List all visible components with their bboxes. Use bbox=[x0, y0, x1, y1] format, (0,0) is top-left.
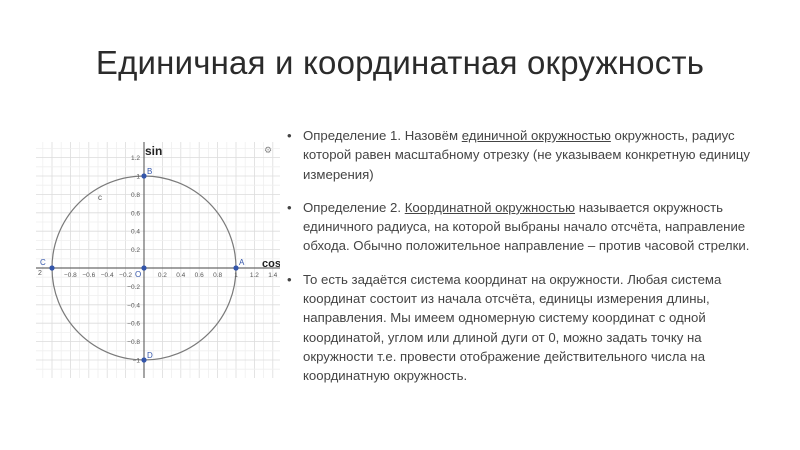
y-tick-label: 0.6 bbox=[130, 210, 140, 218]
point-d-marker bbox=[141, 357, 146, 362]
point-o-marker bbox=[141, 265, 146, 270]
bullet-2-text-start: Определение 2. bbox=[303, 199, 405, 215]
graph-settings-icon[interactable] bbox=[264, 145, 272, 155]
x-tick-label: 0.6 bbox=[194, 272, 204, 279]
bullet-1-text-end: окружность, радиус которой равен масштабному отрезку (не указываем конкретную единицу измерения) bbox=[303, 128, 751, 182]
y-tick-labels bbox=[127, 155, 140, 364]
y-tick-label: −0.8 bbox=[127, 339, 140, 347]
x-tick-labels bbox=[64, 272, 278, 279]
bullet-2-term: Координатной окружностью bbox=[404, 199, 576, 215]
y-tick-label: 0.8 bbox=[130, 191, 140, 199]
y-tick-label: 1 bbox=[136, 173, 140, 181]
x-tick-label: 1.2 bbox=[249, 272, 259, 279]
svg-text:⚙: ⚙ bbox=[264, 145, 273, 155]
y-tick-label: −0.2 bbox=[127, 283, 140, 291]
x-tick-label: −0.6 bbox=[82, 272, 96, 279]
point-d-label: D bbox=[147, 351, 153, 360]
x-tick-label: −0.4 bbox=[100, 272, 114, 279]
bullet-2-text-end: называется окружность единичного радиуса, на которой выбраны начало отсчёта, направление обхода. Обычно положительное направление – против часовой стрелки. bbox=[303, 199, 750, 254]
x-tick-label: 1.4 bbox=[268, 272, 278, 279]
y-tick-label: 0.2 bbox=[130, 247, 140, 255]
axis-y-label: sin bbox=[145, 144, 163, 158]
x-tick-label: −0.2 bbox=[119, 272, 133, 279]
unit-circle-svg bbox=[36, 142, 280, 378]
bullet-1-text-start: Определение 1. Назовём bbox=[303, 128, 462, 143]
x-edge-label: 2 bbox=[38, 270, 42, 277]
axis-x-label: cos bbox=[262, 258, 280, 270]
bullet-coordinate-system bbox=[286, 270, 756, 386]
bullet-1-term: единичной окружностью bbox=[461, 128, 611, 143]
definitions-list bbox=[286, 126, 756, 400]
bullet-3-text: То есть задаётся система координат на окружности. Любая система координат состоит из начала отсчёта, единицы измерения длины, направления. Мы имеем одномерную систему координат с одной координатой, углом или длиной дуги от 0, можно задать точку на окружности т.е. провести отображение действительного числа на координатную окружность. bbox=[303, 271, 722, 384]
point-b-marker bbox=[141, 173, 146, 178]
point-a-marker bbox=[233, 265, 238, 270]
bullet-definition-2 bbox=[286, 198, 756, 256]
y-tick-label: −0.4 bbox=[127, 302, 140, 310]
x-tick-label: 0.2 bbox=[157, 272, 167, 279]
point-a-label: A bbox=[239, 258, 245, 267]
y-tick-label: 0.4 bbox=[130, 228, 140, 236]
x-tick-label: −0.8 bbox=[63, 272, 77, 279]
y-tick-label: −1 bbox=[132, 357, 140, 365]
point-c-marker bbox=[49, 265, 54, 270]
unit-circle-graph bbox=[36, 142, 280, 378]
slide-title: Единичная и координатная окружность bbox=[95, 44, 705, 81]
y-tick-label: −0.6 bbox=[127, 320, 140, 328]
point-b-label: B bbox=[147, 167, 153, 176]
y-tick-label: 1.2 bbox=[130, 155, 140, 163]
point-c-label: C bbox=[40, 258, 46, 267]
point-o-label: O bbox=[135, 270, 142, 279]
x-tick-label: 0.8 bbox=[213, 272, 223, 279]
bullet-definition-1 bbox=[286, 126, 756, 184]
circle-label: c bbox=[98, 193, 102, 202]
x-tick-label: 0.4 bbox=[176, 272, 186, 279]
x-tick-label: 1 bbox=[234, 272, 238, 279]
